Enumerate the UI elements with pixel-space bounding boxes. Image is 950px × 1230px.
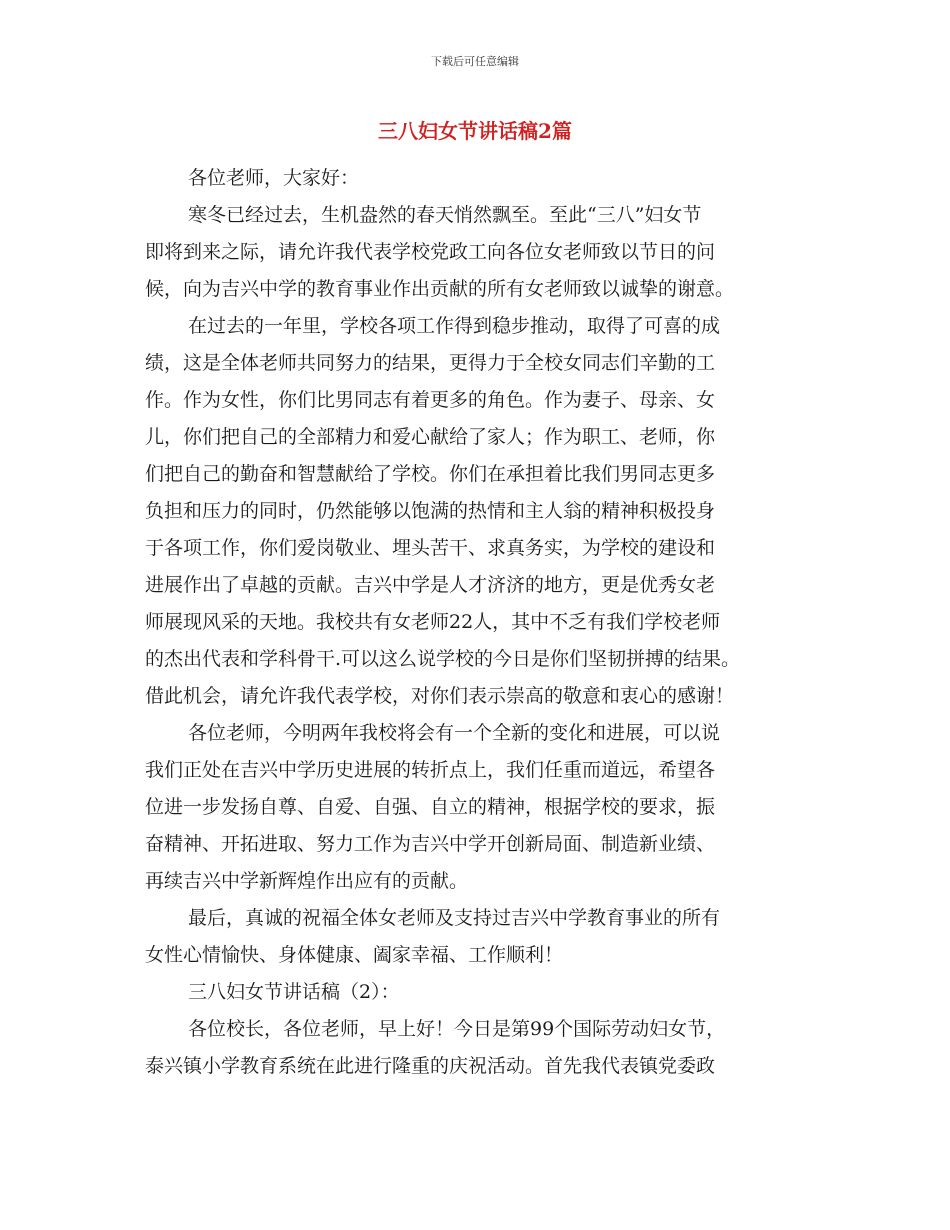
body-line: 再续吉兴中学新辉煌作出应有的贡献。	[145, 870, 469, 892]
body-line: 即将到来之际，请允许我代表学校党政工向各位女老师致以节日的问	[145, 241, 716, 263]
body-line: 负担和压力的同时，仍然能够以饱满的热情和主人翁的精神积极投身	[145, 500, 716, 522]
body-line: 们把自己的勤奋和智慧献给了学校。你们在承担着比我们男同志更多	[145, 463, 716, 485]
body-line: 各位老师，大家好：	[188, 167, 360, 189]
body-line: 奋精神、开拓进取、努力工作为吉兴中学开创新局面、制造新业绩、	[145, 833, 716, 855]
body-line: 在过去的一年里，学校各项工作得到稳步推动，取得了可喜的成	[188, 315, 721, 337]
body-line: 师展现风采的天地。我校共有女老师22人，其中不乏有我们学校老师	[145, 611, 721, 633]
body-line: 于各项工作，你们爱岗敬业、埋头苦干、求真务实，为学校的建设和	[145, 537, 716, 559]
body-line: 最后，真诚的祝福全体女老师及支持过吉兴中学教育事业的所有	[188, 907, 721, 929]
body-line: 的杰出代表和学科骨干.可以这么说学校的今日是你们坚韧拼搏的结果。	[145, 648, 741, 670]
body-line: 位进一步发扬自尊、自爱、自强、自立的精神，根据学校的要求，振	[145, 796, 716, 818]
document-body	[145, 160, 805, 1085]
body-line: 儿，你们把自己的全部精力和爱心献给了家人；作为职工、老师，你	[145, 426, 716, 448]
document-title: 三八妇女节讲话稿2篇	[378, 119, 572, 143]
body-line: 各位老师，今明两年我校将会有一个全新的变化和进展，可以说	[188, 722, 721, 744]
body-line: 我们正处在吉兴中学历史进展的转折点上，我们任重而道远，希望各	[145, 759, 716, 781]
header-note: 下载后可任意编辑	[431, 55, 519, 68]
body-line: 女性心情愉快、身体健康、阖家幸福、工作顺利！	[145, 944, 564, 966]
body-line: 绩，这是全体老师共同努力的结果，更得力于全校女同志们辛勤的工	[145, 352, 716, 374]
body-line: 寒冬已经过去，生机盎然的春天悄然飘至。至此“三八”妇女节	[188, 204, 702, 226]
body-line: 各位校长，各位老师，早上好！今日是第99个国际劳动妇女节，	[188, 1018, 726, 1040]
section-heading: 三八妇女节讲话稿（2）：	[188, 981, 400, 1003]
body-line: 借此机会，请允许我代表学校，对你们表示崇高的敬意和衷心的感谢！	[145, 685, 735, 707]
body-line: 作。作为女性，你们比男同志有着更多的角色。作为妻子、母亲、女	[145, 389, 716, 411]
body-line: 进展作出了卓越的贡献。吉兴中学是人才济济的地方，更是优秀女老	[145, 574, 716, 596]
body-line: 候，向为吉兴中学的教育事业作出贡献的所有女老师致以诚挚的谢意。	[145, 278, 735, 300]
body-line: 泰兴镇小学教育系统在此进行隆重的庆祝活动。首先我代表镇党委政	[145, 1055, 716, 1077]
